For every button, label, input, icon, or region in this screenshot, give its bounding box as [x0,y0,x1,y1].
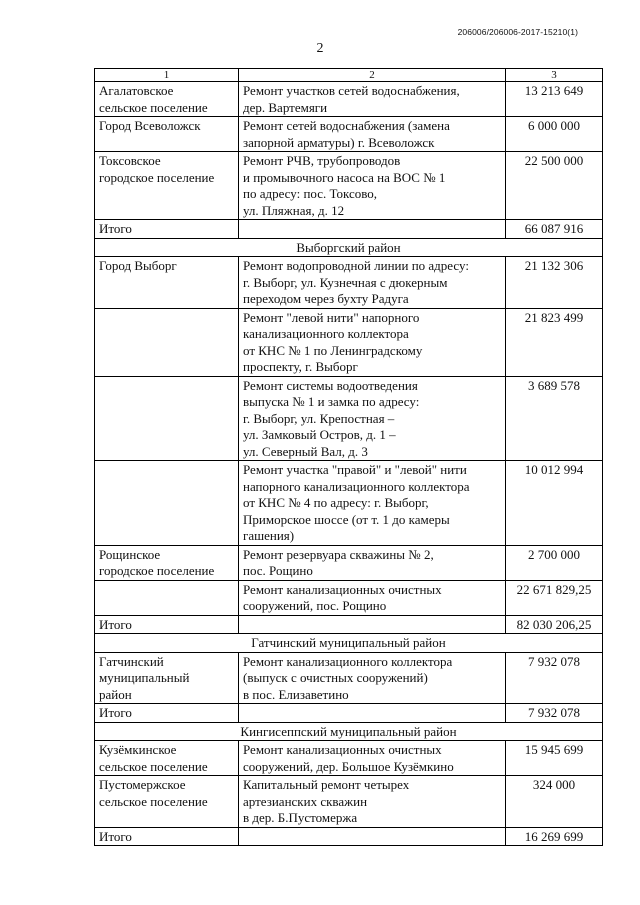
work-description-cell: Ремонт участка "правой" и "левой" нити напорного канализационного коллектора от КНС № 4 по адресу: г. Выборг, Приморское шоссе (от т. 1 до камеры гашения) [239,461,506,546]
amount-cell: 22 500 000 [506,152,603,220]
amount-cell: 7 932 078 [506,704,603,723]
work-description-cell: Ремонт канализационного коллектора (выпуск с очистных сооружений) в пос. Елизаветино [239,652,506,704]
municipality-cell: Итого [95,827,239,846]
municipality-cell [95,580,239,615]
amount-cell: 66 087 916 [506,220,603,239]
table-row [95,741,603,776]
amount-cell: 10 012 994 [506,461,603,546]
municipality-cell: Пустомержское сельское поселение [95,776,239,828]
work-description-cell: Ремонт "левой нити" напорного канализационного коллектора от КНС № 1 по Ленинградскому проспекту, г. Выборг [239,308,506,376]
table-row [95,257,603,309]
amount-cell: 21 132 306 [506,257,603,309]
table-row [95,117,603,152]
work-description-cell: Ремонт канализационных очистных сооружений, дер. Большое Кузёмкино [239,741,506,776]
municipality-cell: Агалатовское сельское поселение [95,82,239,117]
work-description-cell: Ремонт водопроводной линии по адресу: г. Выборг, ул. Кузнечная с дюкерным переходом через бухту Радуга [239,257,506,309]
amount-cell: 324 000 [506,776,603,828]
section-title: Выборгский район [95,238,603,257]
amount-cell: 16 269 699 [506,827,603,846]
header-col-1: 1 [95,69,239,82]
header-col-2: 2 [239,69,506,82]
section-row [95,722,603,741]
table-row [95,152,603,220]
work-description-cell: Ремонт канализационных очистных сооружений, пос. Рощино [239,580,506,615]
table-row [95,376,603,461]
work-description-cell [239,704,506,723]
work-description-cell [239,827,506,846]
document-code: 206006/206006-2017-15210(1) [457,27,578,37]
amount-cell: 7 932 078 [506,652,603,704]
total-row [95,615,603,634]
table-row [95,82,603,117]
municipality-cell [95,308,239,376]
amount-cell: 6 000 000 [506,117,603,152]
municipality-cell: Итого [95,220,239,239]
municipality-cell: Кузёмкинское сельское поселение [95,741,239,776]
table-row [95,776,603,828]
work-description-cell: Ремонт резервуара скважины № 2, пос. Рощино [239,545,506,580]
table-row [95,308,603,376]
table-row [95,461,603,546]
municipality-cell [95,461,239,546]
amount-cell: 82 030 206,25 [506,615,603,634]
work-description-cell: Капитальный ремонт четырех артезианских скважин в дер. Б.Пустомержа [239,776,506,828]
section-row [95,238,603,257]
municipality-cell: Город Всеволожск [95,117,239,152]
municipality-cell: Итого [95,704,239,723]
table-row [95,545,603,580]
work-description-cell: Ремонт системы водоотведения выпуска № 1 и замка по адресу: г. Выборг, ул. Крепостная – ул. Замковый Остров, д. 1 – ул. Северный Вал, д. 3 [239,376,506,461]
table-header-row [95,69,603,82]
amount-cell: 13 213 649 [506,82,603,117]
section-title: Кингисеппский муниципальный район [95,722,603,741]
amount-cell: 15 945 699 [506,741,603,776]
section-title: Гатчинский муниципальный район [95,634,603,653]
work-description-cell [239,220,506,239]
header-col-3: 3 [506,69,603,82]
table-row [95,580,603,615]
funding-table [94,68,603,846]
municipality-cell: Город Выборг [95,257,239,309]
work-description-cell [239,615,506,634]
table-row [95,652,603,704]
amount-cell: 22 671 829,25 [506,580,603,615]
amount-cell: 21 823 499 [506,308,603,376]
section-row [95,634,603,653]
municipality-cell: Рощинское городское поселение [95,545,239,580]
total-row [95,704,603,723]
amount-cell: 2 700 000 [506,545,603,580]
total-row [95,827,603,846]
amount-cell: 3 689 578 [506,376,603,461]
municipality-cell: Гатчинский муниципальный район [95,652,239,704]
total-row [95,220,603,239]
page-number: 2 [316,41,324,56]
municipality-cell: Токсовское городское поселение [95,152,239,220]
work-description-cell: Ремонт сетей водоснабжения (замена запорной арматуры) г. Всеволожск [239,117,506,152]
work-description-cell: Ремонт участков сетей водоснабжения, дер. Вартемяги [239,82,506,117]
municipality-cell: Итого [95,615,239,634]
municipality-cell [95,376,239,461]
work-description-cell: Ремонт РЧВ, трубопроводов и промывочного насоса на ВОС № 1 по адресу: пос. Токсово, ул. Пляжная, д. 12 [239,152,506,220]
